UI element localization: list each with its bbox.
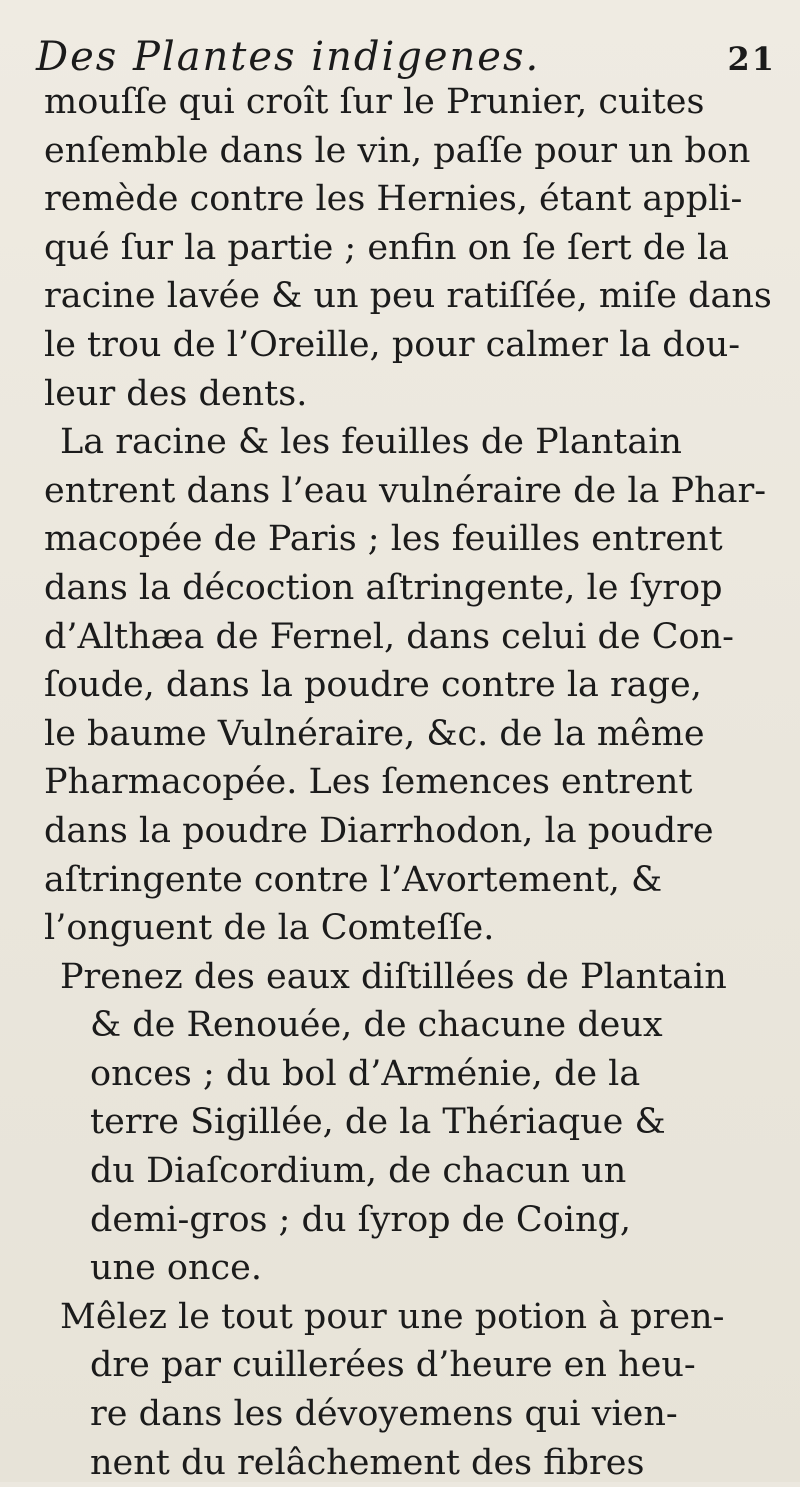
text-line: le trou de l’Oreille, pour calmer la dou- [44, 324, 741, 365]
text-line: enſemble dans le vin, paſſe pour un bon [44, 130, 751, 171]
page-number: 21 [727, 40, 776, 78]
page-body [44, 78, 784, 1487]
recipe-line: terre Sigillée, de la Thériaque & [90, 1102, 666, 1143]
instruction-line: nent du relâchement des fibres [90, 1442, 645, 1483]
text-line: l’onguent de la Comteſſe. [44, 908, 495, 949]
text-line: macopée de Paris ; les feuilles entrent [44, 519, 723, 560]
instruction-line: re dans les dévoyemens qui vien- [90, 1394, 678, 1435]
text-line: remède contre les Hernies, étant appli- [44, 179, 743, 220]
instruction-line: dre par cuillerées d’heure en heu- [90, 1345, 696, 1386]
page-header [36, 34, 776, 84]
text-line: d’Althæa de Fernel, dans celui de Con- [44, 616, 734, 657]
text-line: Pharmacopée. Les ſemences entrent [44, 762, 693, 803]
running-title: Des Plantes indigenes. [36, 34, 541, 80]
text-line: le baume Vulnéraire, &c. de la même [44, 713, 705, 754]
recipe-line: onces ; du bol d’Arménie, de la [90, 1053, 641, 1094]
text-line: ſoude, dans la poudre contre la rage, [44, 665, 702, 706]
recipe-line: demi-gros ; du ſyrop de Coing, [90, 1199, 632, 1240]
text-line: racine lavée & un peu ratiſſée, miſe dans [44, 276, 772, 317]
text-line: leur des dents. [44, 373, 308, 414]
text-line: dans la décoction aſtringente, le ſyrop [44, 567, 723, 608]
paragraph-start: La racine & les feuilles de Plantain [60, 422, 682, 463]
text-line: mouſſe qui croît ſur le Prunier, cuites [44, 82, 705, 122]
recipe-start: Prenez des eaux diſtillées de Plantain [60, 956, 727, 997]
text-line: qué ſur la partie ; enfin on ſe ſert de la [44, 227, 730, 268]
text-line: dans la poudre Diarrhodon, la poudre [44, 810, 714, 851]
text-line: entrent dans l’eau vulnéraire de la Phar- [44, 470, 767, 511]
recipe-line: du Diaſcordium, de chacun un [90, 1151, 627, 1192]
recipe-line: une once. [90, 1248, 262, 1289]
recipe-line: & de Renouée, de chacune deux [90, 1005, 663, 1046]
instruction-start: Mêlez le tout pour une potion à pren- [60, 1296, 725, 1337]
text-line: aſtringente contre l’Avortement, & [44, 859, 663, 900]
